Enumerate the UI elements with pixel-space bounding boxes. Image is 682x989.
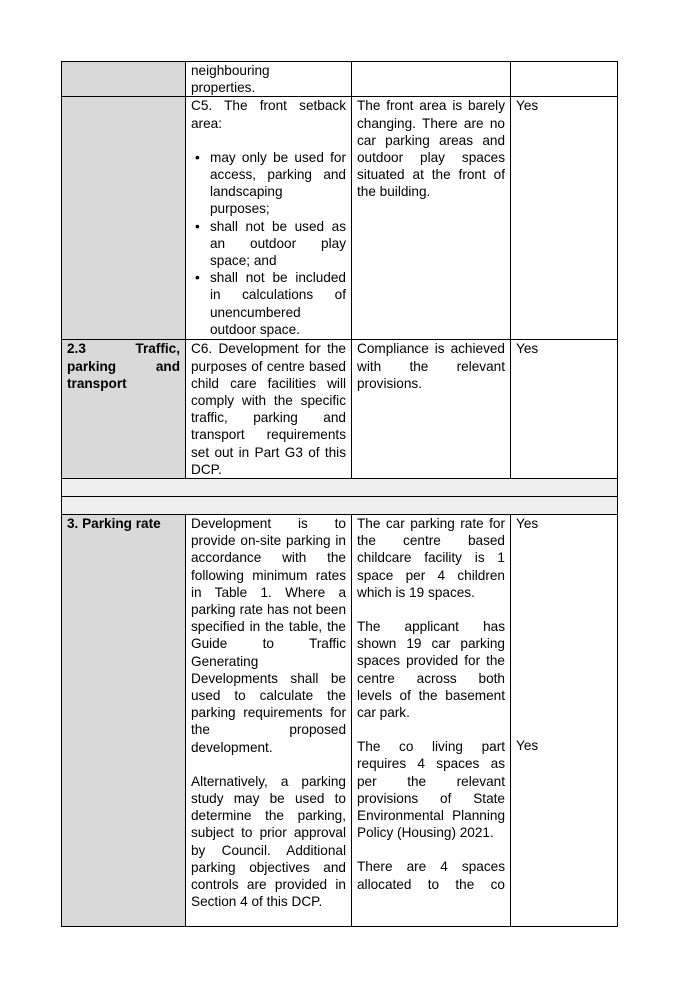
complies-cell bbox=[511, 340, 618, 479]
comment-paragraph: There are 4 spaces allocated to the co bbox=[357, 859, 505, 892]
table-row bbox=[62, 62, 618, 97]
section-row bbox=[62, 479, 618, 497]
control-cell bbox=[186, 340, 352, 479]
complies-cell bbox=[511, 515, 618, 927]
comment-paragraph: The applicant has shown 19 car parking spaces provided for the centre across both levels of the basement car park. bbox=[357, 619, 505, 721]
complies-cell bbox=[511, 62, 618, 97]
comment-cell bbox=[352, 340, 511, 479]
heading-cell bbox=[62, 62, 186, 97]
control-bullet-list bbox=[191, 149, 346, 338]
complies-cell bbox=[511, 97, 618, 340]
comment-paragraph: The car parking rate for the centre based childcare facility is 1 space per 4 children which is 19 spaces. bbox=[357, 516, 505, 600]
table-row bbox=[62, 515, 618, 927]
heading-cell bbox=[62, 515, 186, 927]
control-intro: C5. The front setback area: bbox=[191, 98, 346, 131]
complies-text: Yes bbox=[516, 98, 539, 114]
control-text: C6. Development for the purposes of centre based child care facilities will comply with the specific traffic, parking and transport requirements set out in Part G3 of this DCP. bbox=[191, 341, 346, 477]
comment-cell bbox=[352, 97, 511, 340]
compliance-table bbox=[61, 61, 618, 927]
heading-cell bbox=[62, 340, 186, 479]
section-heading bbox=[62, 479, 618, 497]
table-row bbox=[62, 97, 618, 340]
row-heading: 3. Parking rate bbox=[67, 516, 161, 532]
complies-text: Yes bbox=[516, 341, 539, 357]
heading-cell bbox=[62, 97, 186, 340]
complies-text: Yes bbox=[516, 516, 539, 532]
list-item: • shall not be included in calculations of unencumbered outdoor space. bbox=[191, 269, 346, 338]
control-text: neighbouring properties. bbox=[191, 63, 270, 96]
complies-text: Yes bbox=[516, 738, 539, 754]
control-cell bbox=[186, 515, 352, 927]
section-heading bbox=[62, 497, 618, 515]
control-paragraph: Development is to provide on-site parking in accordance with the following minimum rates in Table 1. Where a parking rate has not been specified in the table, the Guide to Traffic Generating Developments shall be used to calculate the parking requirements for the proposed development. bbox=[191, 516, 346, 755]
comment-cell bbox=[352, 62, 511, 97]
comment-paragraph: The co living part requires 4 spaces as per the relevant provisions of State Environmental Planning Policy (Housing) 2021. bbox=[357, 739, 505, 841]
table-row bbox=[62, 340, 618, 479]
control-paragraph: Alternatively, a parking study may be used to determine the parking, subject to prior approval by Council. Additional parking objectives and controls are provided in Section 4 of this DCP. bbox=[191, 773, 346, 910]
control-cell bbox=[186, 62, 352, 97]
comment-text: The front area is barely changing. There are no car parking areas and outdoor play spaces situated at the front of the building. bbox=[357, 98, 505, 200]
row-heading: 2.3 Traffic, parking and transport bbox=[67, 341, 180, 391]
comment-cell bbox=[352, 515, 511, 927]
list-item: • shall not be used as an outdoor play space; and bbox=[191, 218, 346, 270]
list-item: • may only be used for access, parking and landscaping purposes; bbox=[191, 149, 346, 218]
comment-text: Compliance is achieved with the relevant provisions. bbox=[357, 341, 505, 391]
control-cell bbox=[186, 97, 352, 340]
section-row bbox=[62, 497, 618, 515]
